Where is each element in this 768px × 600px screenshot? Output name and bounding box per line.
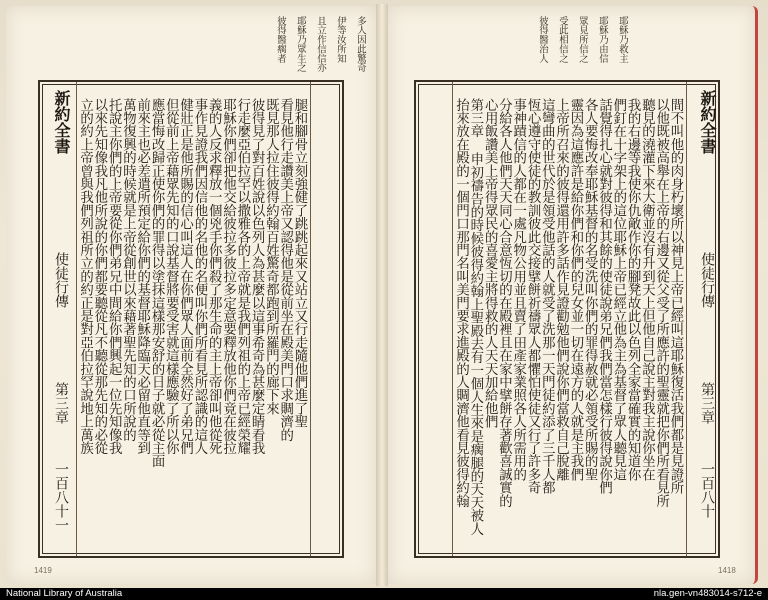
left-title-column xyxy=(44,90,74,210)
text-column: 應當悔改歸正使你們的罪得以塗抹這樣那安舒的日子就必從主面 xyxy=(149,98,165,468)
right-margin-notes xyxy=(398,16,628,76)
text-column: 看見他行走讚美上帝又認得他是從前坐在殿美門口求賙濟的 xyxy=(277,98,293,442)
text-column: 事神蹟信的人都在一處凡物公用並且賣了田產家業照各人所需用的 xyxy=(510,98,526,481)
text-column: 第三章 申初禱告的時候彼得約翰上聖殿去有一個人生來是瘸腿的天天被人 xyxy=(467,98,483,536)
page-number: 一百八十一 xyxy=(53,462,69,532)
right-text-frame xyxy=(414,80,720,558)
text-column: 抬來放在殿的一個門口那門名叫美門要求進殿的人賙濟他看見彼得約翰 xyxy=(453,98,469,508)
book-gutter xyxy=(376,4,388,586)
right-chapter-column xyxy=(690,382,720,442)
text-column: 既見那人拉住彼得約翰百姓驚奇都跑到所羅門的廊下來 xyxy=(263,98,279,415)
library-stamp: 1418 xyxy=(718,566,736,575)
text-column: 上帝所召來的彼得還用許多話作見證勸勉他們說你們當救自己脫離 xyxy=(553,98,569,481)
margin-note: 多人因此驚奇 xyxy=(355,16,366,73)
margin-note: 受此相信之 xyxy=(557,16,568,63)
footer-bar xyxy=(0,588,768,600)
left-text-frame xyxy=(38,80,344,558)
left-chapter-column xyxy=(44,382,74,442)
section-title: 使徒行傳 xyxy=(53,252,69,308)
text-column: 前來主也必差遣所預定給你們的基督耶穌降臨天必留他直等到 xyxy=(134,98,150,455)
text-column: 義的人反求釋放一個兇手你們殺了那生命的主上帝卻叫他從死 xyxy=(206,98,222,455)
margin-note: 耶穌乃眾生之 xyxy=(295,16,306,73)
chapter-label: 第三章 xyxy=(53,382,69,424)
book-title: 新約全書 xyxy=(698,90,717,154)
text-column: 腿和腳骨立刻強健了跳跳起來又站立又行走隨他們進了聖 xyxy=(292,98,307,428)
margin-note: 耶穌乃由信 xyxy=(597,16,608,63)
right-page xyxy=(388,6,758,584)
text-column: 我的右邊等我使你仇敵作你的腳凳故此以色列全家當確實的知道你 xyxy=(625,98,641,481)
text-column: 托說主你們的上帝要從你們弟兄中間給你們興起一位先知像我 xyxy=(106,98,122,455)
text-column: 們釘在十字架上的這位耶穌上帝已經立他為主為基督了眾人聽見這 xyxy=(610,98,626,481)
text-column: 恆心遵守使徒的教訓彼此交接擘餅祈禱眾人都懼怕使徒又行了許多奇 xyxy=(525,98,541,494)
margin-note: 眾見所信之 xyxy=(577,16,588,63)
book-title: 新約全書 xyxy=(52,90,71,154)
text-column: 耶穌你們卻把他交給彼拉多彼拉多定意要釋放他你們竟在彼拉 xyxy=(220,98,236,455)
library-credit: National Library of Australia xyxy=(6,588,123,599)
margin-note: 彼得醫瘸者 xyxy=(275,16,286,63)
margin-note: 彼得醫治人 xyxy=(537,16,548,63)
text-column: 立的約上帝曾與我們列祖所立的約正是對亞伯拉罕說地上萬族 xyxy=(77,98,93,455)
right-pagenum-column xyxy=(690,462,720,552)
left-pagenum-column xyxy=(44,462,74,552)
right-title-column xyxy=(690,90,720,210)
chapter-label: 第三章 xyxy=(699,382,715,424)
page-number: 一百八十 xyxy=(699,462,715,518)
section-title: 使徒行傳 xyxy=(699,252,715,308)
text-column: 以他既被高舉在上帝的右邊又從父受了所應許的聖靈就把你們所看見所 xyxy=(653,98,669,508)
margin-note: 耶穌乃救主 xyxy=(617,16,628,63)
text-column: 靈因為這應許是給你們和你們的兒女並一切在遠方的人就是主我們 xyxy=(567,98,583,481)
left-section-column xyxy=(44,252,74,332)
text-column: 各人要悔改奉耶穌基督的名受洗叫你們的罪得赦就必領受所賜的聖 xyxy=(582,98,598,481)
left-margin-notes xyxy=(126,16,366,76)
right-body-text xyxy=(454,98,684,540)
text-column: 行走麼亞伯拉罕以撒雅各的上帝就是我們列祖的上帝已經榮耀 xyxy=(234,98,250,455)
text-column: 彼得見了對百姓說以色列人為甚麼以這事希奇為甚麼定睛看我 xyxy=(249,98,265,455)
text-column: 聽見的澆灌下來大衛並沒有升到天上但他自己說主對我主說你坐在 xyxy=(639,98,655,481)
left-page xyxy=(6,6,376,584)
margin-note: 伊等汝所知 xyxy=(335,16,346,63)
image-identifier: nla.gen-vn483014-s712-e xyxy=(653,588,762,599)
text-column: 但從前上帝藉眾先知的口說基督將要受害就這樣應驗了所以你 xyxy=(163,98,179,455)
left-body-text xyxy=(78,98,308,540)
text-column: 健壯正是他所賜的信心叫這人在你們眾人面前全然好了弟兄們 xyxy=(177,98,193,455)
text-column: 心用飯讚美上帝得眾民的喜愛主將得救的人天天加給他們 xyxy=(482,98,498,428)
right-section-column xyxy=(690,252,720,332)
text-column: 事作見證我們因信他的名他的名便叫你們所看見所認識的這人 xyxy=(191,98,207,455)
text-column: 話覺得扎心就對彼得和其餘的使徒說弟兄們我們當怎樣行彼得說你們 xyxy=(596,98,612,494)
library-stamp: 1419 xyxy=(34,566,52,575)
text-column: 萬物復興的時候就是上帝從創世以來藉著聖先知的口所說的 xyxy=(120,98,136,442)
text-column: 間不叫他的肉身朽壞所以神見上帝已經叫這耶穌復活我們都是見證所 xyxy=(668,98,683,494)
text-column: 分給各人他們天天同心合意恆切的在殿裡且在家中擘餅存著歡喜誠實的 xyxy=(496,98,512,508)
text-column: 以來先知像我凡他所說的你們都要聽從凡不聽從那先知的必從 xyxy=(91,98,107,455)
text-column: 這彎曲的世代於是領受他話的人就受了洗那一天門徒約添了三千人都 xyxy=(539,98,555,494)
margin-note: 且立作信信亦 xyxy=(315,16,326,73)
